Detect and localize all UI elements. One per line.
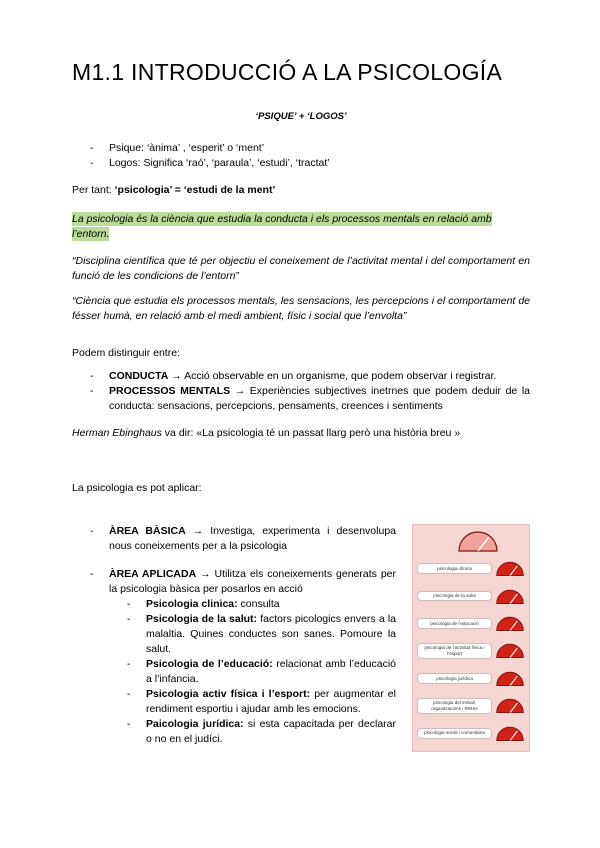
definition-clinica: consulta [237, 598, 280, 610]
term-clinica: Psicologia clinica: [146, 598, 238, 610]
term-conducta: CONDUCTA [109, 370, 169, 382]
gauge-icon [495, 697, 525, 714]
list-item [72, 141, 530, 156]
ebinghaus-text: va dir: «La psicologia té un passat llarg però una història breu » [161, 427, 461, 439]
definition-esport: per augmentar el rendiment esportiu i ajudar amb les emocions. [146, 688, 396, 715]
highlighted-definition: La psicologia és la ciència que estudia la conducta i els processos mentals en relació amb l’entorn. [72, 213, 492, 240]
ebinghaus-quote [72, 426, 530, 441]
quote-ciencia: “Ciència que estudia els processos mentals, les sensacions, les percepcions i el comportament de fésser humà, en relació amb el medi ambient, físic i social que l’envolta” [72, 295, 530, 322]
list-item [72, 567, 396, 747]
big-gauge-icon [456, 529, 500, 553]
term-salut: Psicologia de la salut: [146, 613, 258, 625]
gauge-icon [495, 670, 525, 687]
areas-list [72, 524, 396, 747]
per-tant-line [72, 183, 530, 198]
term-area-basica: ÀREA BÀSICA [109, 525, 186, 537]
definition-area-aplicada: → Utilitza els coneixements generats per la psicologia bàsica per posarlos en acció [109, 568, 396, 595]
figure-label: psicologia de la salut [417, 591, 492, 602]
highlighted-definition-wrap [72, 212, 530, 242]
per-tant-prefix: Per tant: [72, 184, 115, 196]
distinguish-heading: Podem distinguir entre: [72, 347, 180, 359]
figure-row [416, 692, 526, 719]
psychology-areas-figure [412, 524, 530, 752]
list-item [72, 156, 530, 171]
list-item [72, 369, 530, 384]
etymology-list [72, 141, 530, 171]
term-area-aplicada: ÀREA APLICADA [109, 568, 197, 580]
application-text-column [72, 524, 412, 750]
term-juridica: Paicologia jurídica: [146, 718, 244, 730]
figure-label: psicologia de l’educació [417, 618, 492, 629]
apply-heading: La psicologia es pot aplicar: [72, 482, 202, 494]
figure-label: psicologia social i comunitària [417, 728, 492, 739]
figure-row [416, 637, 526, 664]
figure-label: psicologia de l’activitat física i l’esport [417, 643, 492, 659]
application-section [72, 524, 530, 752]
figure-header [416, 528, 526, 555]
ebinghaus-name: Herman Ebinghaus [72, 427, 162, 439]
list-item [109, 657, 396, 687]
figure-label: psicologia del treball, organitzacions i RRHH [417, 698, 492, 714]
term-processos: PROCESSOS MENTALS [109, 385, 231, 397]
list-item [109, 612, 396, 657]
page-title: M1.1 INTRODUCCIÓ A LA PSICOLOGÍA [72, 59, 503, 85]
term-esport: Psicologia activ física i l’esport: [146, 688, 311, 700]
quote-disciplina: “Disciplina científica que té per objectiu el coneixement de l’activitat mental i del comportament en funció de les condicions de l’entorn” [72, 255, 530, 282]
figure-row [416, 665, 526, 692]
definition-juridica: si esta capacitada per declarar o no en el judíci. [146, 718, 396, 745]
definition-conducta: → Acció observable en un organisme, que podem observar i registrar. [168, 370, 497, 382]
definition-processos: → Experiències subjectives inetrnes que podem deduir de la conducta: sensacions, percepcions, pensaments, creences i sentiments [109, 385, 531, 412]
gauge-icon [495, 560, 525, 577]
list-item [109, 717, 396, 747]
figure-label: psicologia clínica [417, 563, 492, 574]
term-educacio: Psicologia de l’educació: [146, 658, 273, 670]
figure-row [416, 720, 526, 747]
etymology-subtitle: ‘PSIQUE’ + ‘LOGOS’ [255, 111, 347, 122]
gauge-icon [495, 615, 525, 632]
figure-row [416, 610, 526, 637]
list-item [109, 687, 396, 717]
definition-educacio: relacionat amb l’educació a l’infancia. [146, 658, 397, 685]
list-item [109, 597, 396, 612]
applied-areas-list [109, 597, 396, 747]
gauge-icon [495, 642, 525, 659]
figure-row [416, 555, 526, 582]
definition-salut: factors picologics envers a la malaltia. Quines conductes son sanes. Pomoure la salut. [146, 613, 397, 655]
gauge-icon [495, 588, 525, 605]
etymology-psique: Psique: ‘ànima’ , ‘esperit’ o ‘ment’ [109, 142, 265, 154]
etymology-logos: Logos: Significa ‘raó’, ‘paraula’, ‘estudi’, ‘tractat’ [109, 157, 330, 169]
figure-row [416, 582, 526, 609]
figure-label: psicologia jurídica [417, 673, 492, 684]
distinguish-list [72, 369, 530, 414]
definition-area-basica: → Investiga, experimenta i desenvolupa nous coneixements per a la psicologia [109, 525, 397, 552]
list-item [72, 524, 396, 554]
gauge-icon [495, 725, 525, 742]
list-item [72, 384, 530, 414]
per-tant-definition: ‘psicologia’ = ‘estudi de la ment’ [114, 184, 276, 196]
